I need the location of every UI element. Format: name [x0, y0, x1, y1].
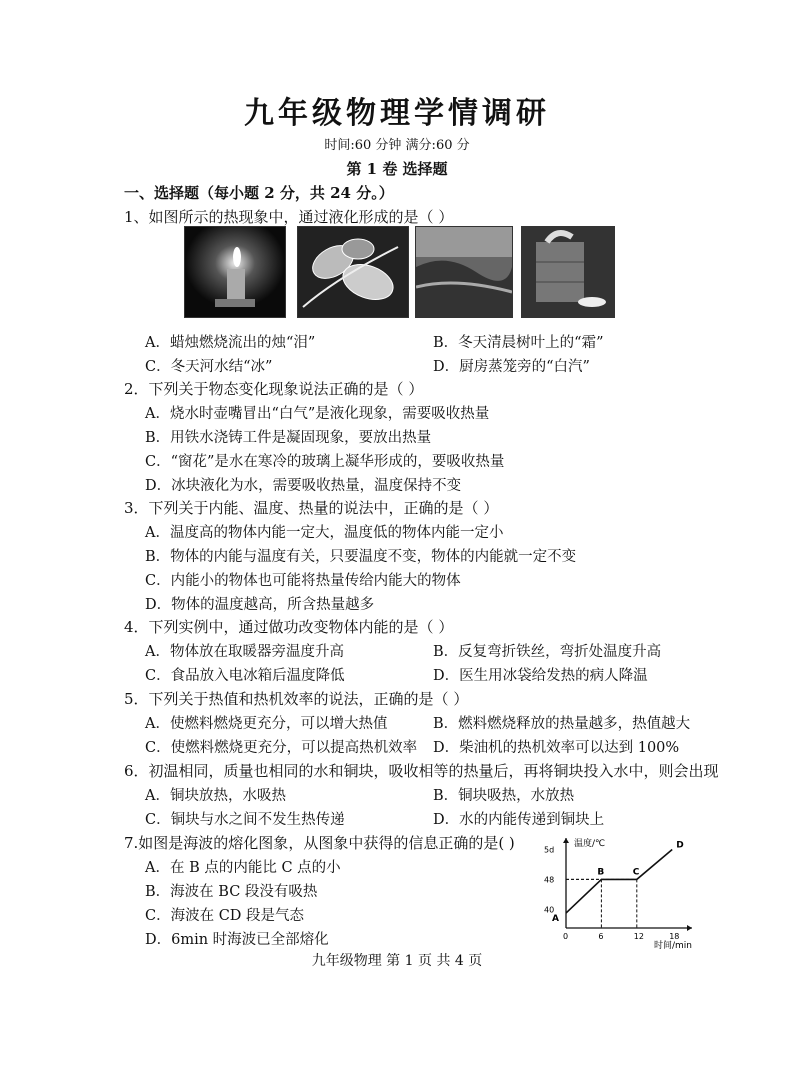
q6-option-c[interactable]: C．铜块与水之间不发生热传递	[145, 812, 345, 828]
question-6-stem: 6．初温相同，质量也相同的水和铜块，吸收相等的热量后，再将铜块投入水中，则会出现	[124, 762, 719, 780]
frost-leaf-photo	[297, 226, 409, 318]
point-label-a: A	[552, 914, 559, 925]
x-axis-label: 时间/min	[654, 941, 693, 950]
q6-option-b[interactable]: B．铜块吸热，水放热	[433, 788, 575, 804]
page-title: 九年级物理学情调研	[244, 96, 550, 131]
q3-option-d[interactable]: D．物体的温度越高，所含热量越多	[145, 597, 375, 613]
question-4-stem: 4．下列实例中，通过做功改变物体内能的是（ ）	[124, 618, 454, 636]
q1-option-d[interactable]: D．厨房蒸笼旁的“白汽”	[433, 359, 590, 375]
q1-option-a[interactable]: A．蜡烛燃烧流出的烛“泪”	[145, 335, 316, 351]
q7-option-c[interactable]: C．海波在 CD 段是气态	[145, 908, 305, 924]
q5-option-b[interactable]: B．燃料燃烧释放的热量越多，热值越大	[433, 716, 691, 732]
x-tick-label: 18	[669, 932, 680, 941]
q6-option-d[interactable]: D．水的内能传递到铜块上	[433, 812, 605, 828]
q7-option-b[interactable]: B．海波在 BC 段没有吸热	[145, 884, 318, 900]
y-tick-label: 40	[544, 905, 555, 915]
melting-curve	[566, 849, 672, 913]
q4-option-d[interactable]: D．医生用冰袋给发热的病人降温	[433, 668, 648, 684]
q6-option-a[interactable]: A．铜块放热，水吸热	[145, 788, 286, 804]
q3-option-a[interactable]: A．温度高的物体内能一定大，温度低的物体内能一定小	[145, 525, 504, 541]
point-label-b: B	[597, 867, 605, 878]
q5-option-c[interactable]: C．使燃料燃烧更充分，可以提高热机效率	[145, 740, 418, 756]
x-tick-label: 12	[633, 932, 644, 941]
y-axis-label: 温度/℃	[574, 839, 606, 849]
section-heading: 一、选择题（每小题 2 分，共 24 分。）	[124, 184, 394, 202]
point-label-d: D	[676, 840, 684, 851]
q7-option-d[interactable]: D．6min 时海波已全部熔化	[145, 932, 329, 948]
y-axis-arrow	[563, 838, 569, 843]
question-5-stem: 5．下列关于热值和热机效率的说法，正确的是（ ）	[124, 690, 469, 708]
x-axis-arrow	[687, 925, 692, 931]
q3-option-c[interactable]: C．内能小的物体也可能将热量传给内能大的物体	[145, 573, 461, 589]
question-1-stem: 1、如图所示的热现象中，通过液化形成的是（ ）	[124, 208, 454, 226]
river-ice-photo	[415, 226, 513, 318]
page-footer: 九年级物理 第 1 页 共 4 页	[311, 953, 483, 969]
question-7-stem: 7.如图是海波的熔化图象，从图象中获得的信息正确的是( )	[124, 834, 515, 852]
q4-option-c[interactable]: C．食品放入电冰箱后温度降低	[145, 668, 345, 684]
y-tick-label: 5d	[544, 845, 555, 855]
x-tick-label: 6	[598, 932, 604, 941]
point-label-c: C	[632, 867, 640, 878]
exam-meta: 时间:60 分钟 满分:60 分	[324, 138, 470, 153]
candle-photo	[184, 226, 286, 318]
q3-option-b[interactable]: B．物体的内能与温度有关，只要温度不变，物体的内能就一定不变	[145, 549, 577, 565]
question-3-stem: 3．下列关于内能、温度、热量的说法中，正确的是（ ）	[124, 499, 499, 517]
q1-option-b[interactable]: B．冬天清晨树叶上的“霜”	[433, 335, 604, 351]
q5-option-d[interactable]: D．柴油机的热机效率可以达到 100%	[433, 740, 680, 756]
melting-graph	[540, 832, 700, 950]
steamer-photo	[521, 226, 615, 318]
q7-option-a[interactable]: A．在 B 点的内能比 C 点的小	[145, 860, 341, 876]
q4-option-a[interactable]: A．物体放在取暖器旁温度升高	[145, 644, 344, 660]
q4-option-b[interactable]: B．反复弯折铁丝，弯折处温度升高	[433, 644, 662, 660]
q2-option-b[interactable]: B．用铁水浇铸工件是凝固现象，要放出热量	[145, 430, 432, 446]
x-tick-label: 0	[563, 932, 569, 941]
y-tick-label: 48	[544, 875, 555, 885]
q5-option-a[interactable]: A．使燃料燃烧更充分，可以增大热值	[145, 716, 388, 732]
q2-option-a[interactable]: A．烧水时壶嘴冒出“白气”是液化现象，需要吸收热量	[145, 406, 490, 422]
q2-option-d[interactable]: D．冰块液化为水，需要吸收热量，温度保持不变	[145, 478, 462, 494]
volume-heading: 第 1 卷 选择题	[346, 160, 448, 178]
q2-option-c[interactable]: C．“窗花”是水在寒冷的玻璃上凝华形成的，要吸收热量	[145, 454, 505, 470]
q1-option-c[interactable]: C．冬天河水结“冰”	[145, 359, 273, 375]
question-2-stem: 2．下列关于物态变化现象说法正确的是（ ）	[124, 380, 424, 398]
